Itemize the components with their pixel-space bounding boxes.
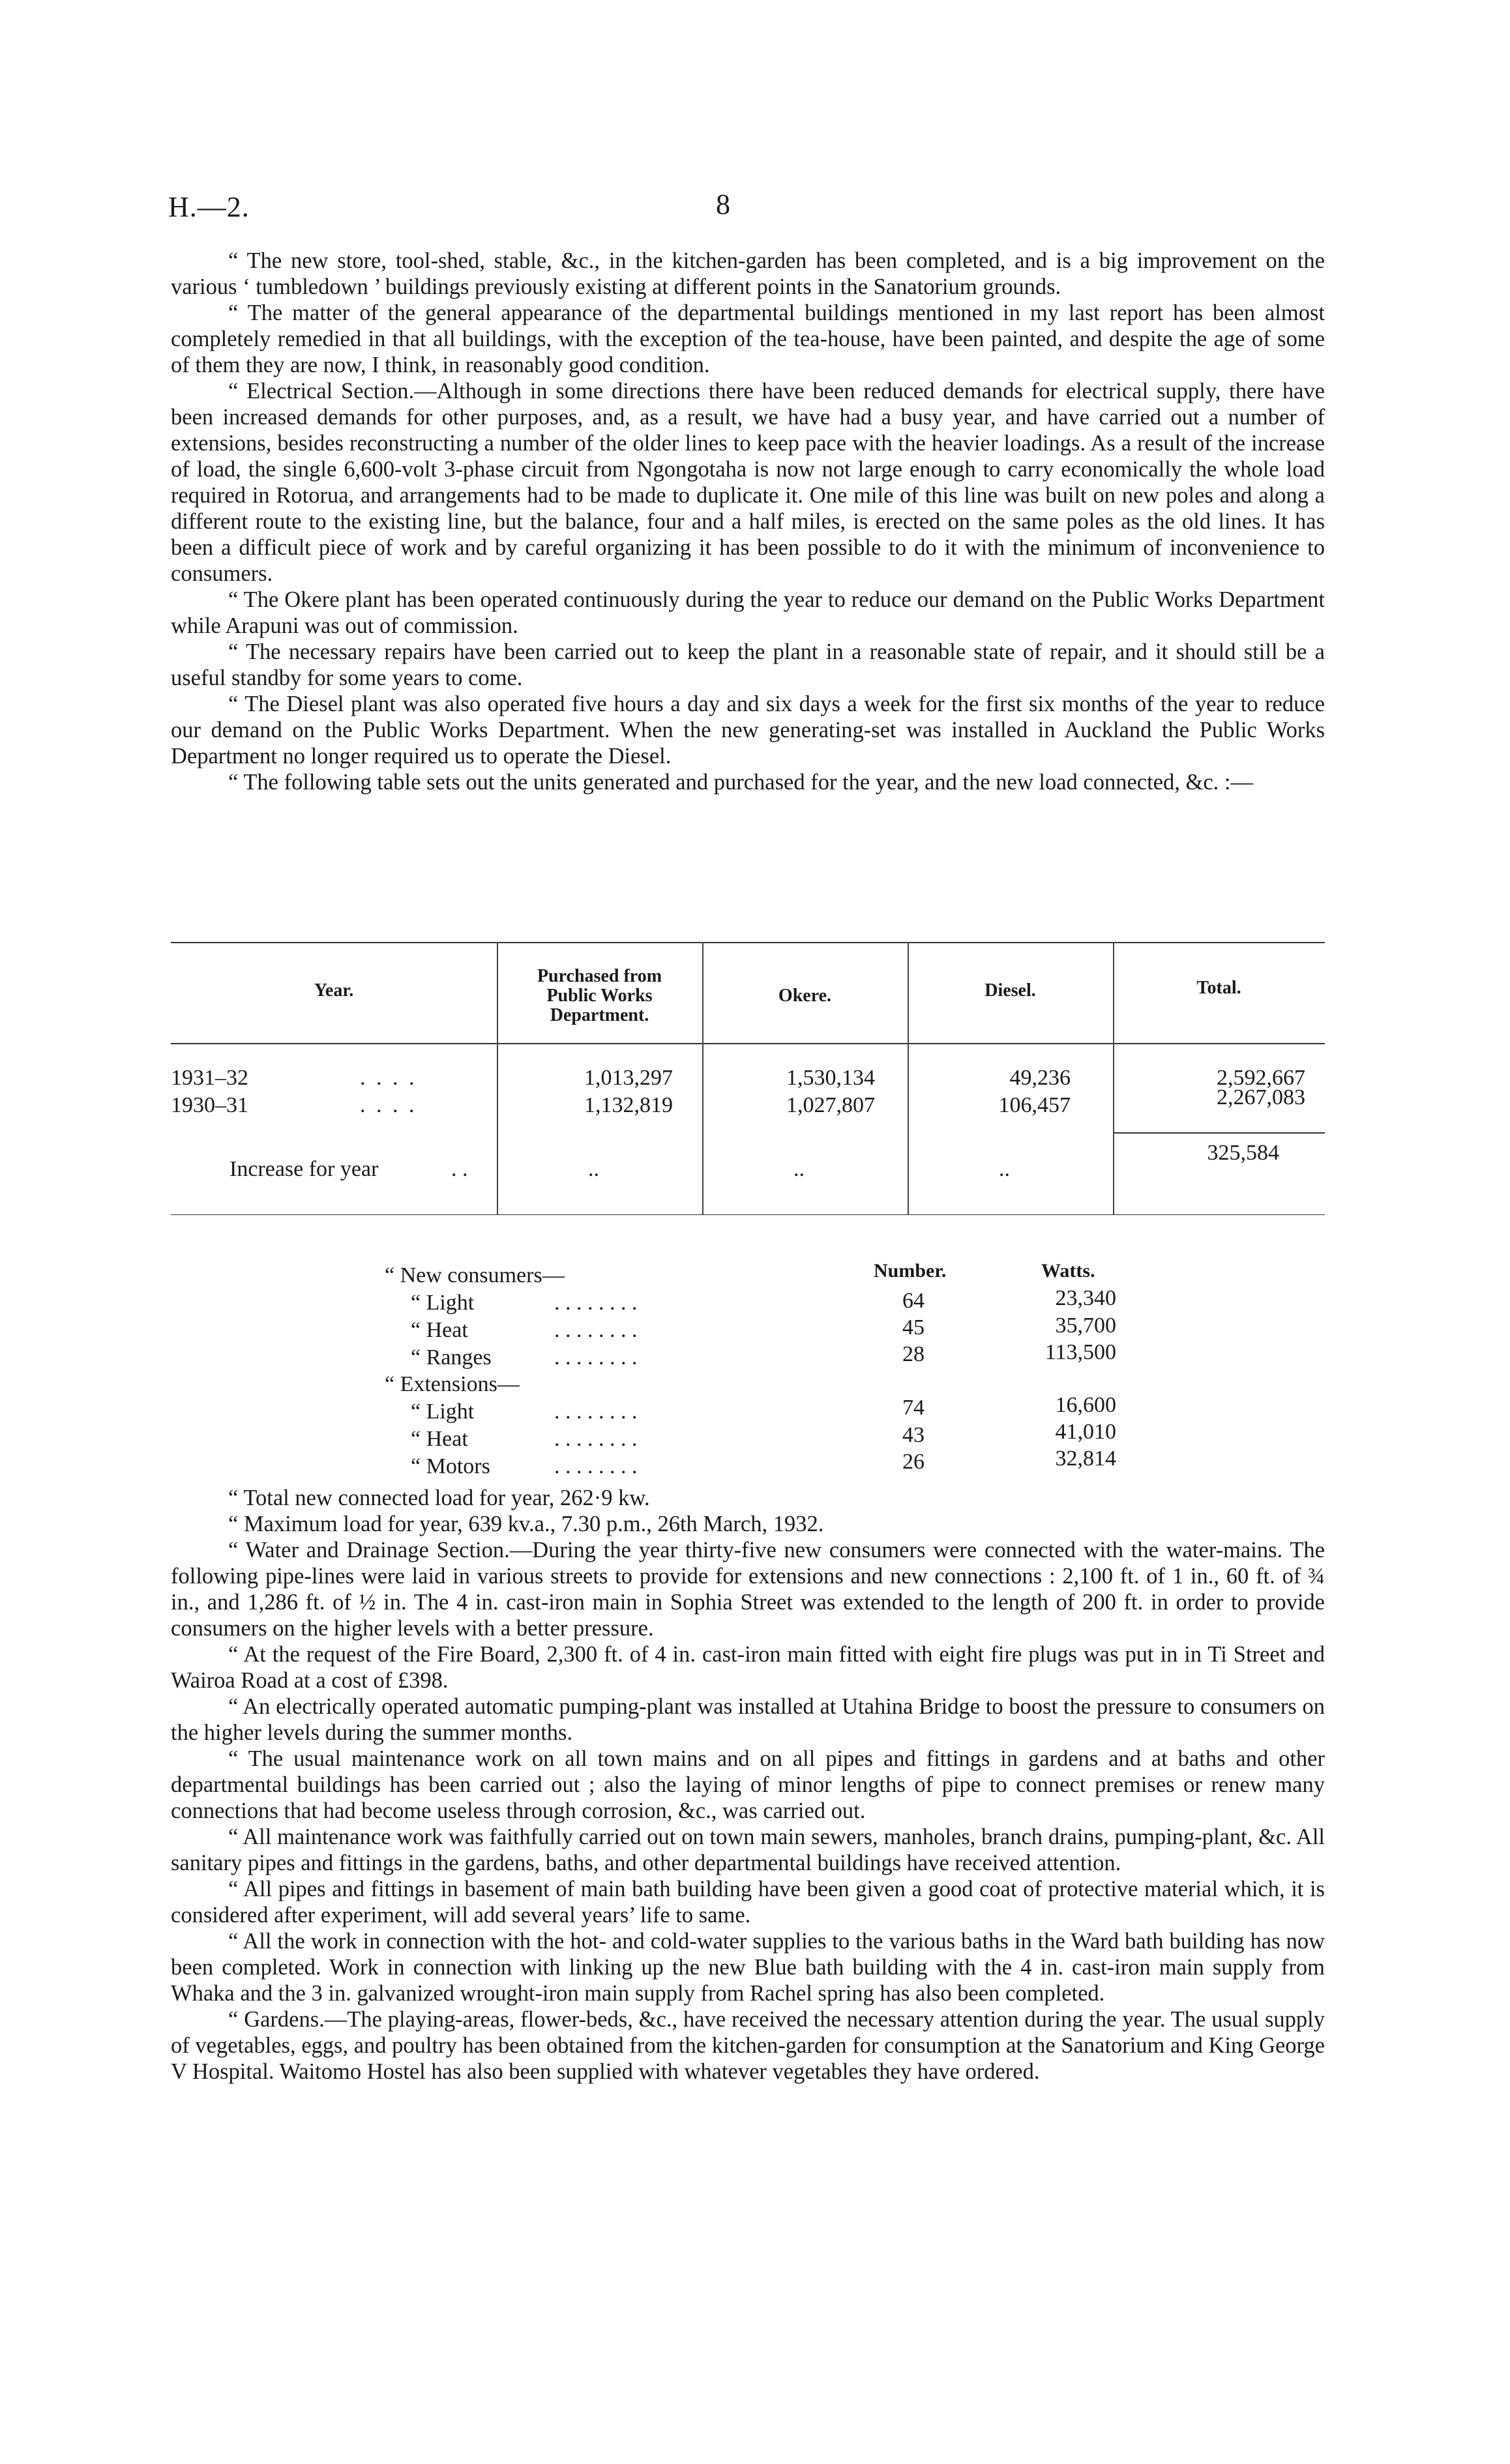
col-header-okere: Okere. [778, 986, 832, 1006]
cell-year: 1930–31 [171, 1093, 248, 1117]
item-watts: 16,600 [1055, 1393, 1116, 1417]
col-header-total: Total. [1196, 978, 1241, 998]
cell-okere: 1,027,807 [786, 1093, 875, 1117]
leader-dots: . . . . . . . . [554, 1291, 638, 1315]
item-label: “ Ranges [411, 1345, 492, 1370]
leader-dots: . . . . . . . . [554, 1318, 638, 1342]
paragraph: “ Maximum load for year, 639 kv.a., 7.30 p.m., 26th March, 1932. [228, 1512, 824, 1536]
cell-total: 325,584 [1207, 1141, 1279, 1165]
cell-total: 2,592,667 [1217, 1066, 1305, 1090]
leader-dots: . . [451, 1157, 468, 1181]
col-header-watts: Watts. [1041, 1260, 1095, 1282]
body-text-top [171, 248, 1325, 795]
leader-dots: . . . . . . . . [554, 1427, 638, 1451]
leader-dots: . . . . . . . . [554, 1454, 638, 1478]
item-watts: 23,340 [1055, 1286, 1116, 1310]
paragraph: “ The necessary repairs have been carried out to keep the plant in a reasonable state of repair, and it should still be a useful standby for some years to come. [171, 639, 1325, 690]
table-rule-bottom [171, 1214, 1325, 1215]
item-number: 74 [902, 1396, 925, 1420]
document-reference: H.—2. [168, 191, 250, 223]
cell-year: 1931–32 [171, 1066, 248, 1090]
cell-diesel: 49,236 [1009, 1066, 1071, 1090]
paragraph: “ The new store, tool-shed, stable, &c., in the kitchen-garden has been completed, and is a big improvement on the various ‘ tumbledown ’ buildings previously existing at different points in the Sanatorium grounds. [171, 248, 1325, 299]
cell-total: 2,267,083 [1217, 1085, 1305, 1109]
leader-dots: . . . . [360, 1066, 417, 1090]
item-label: “ Heat [411, 1318, 468, 1342]
cell-diesel: .. [999, 1157, 1010, 1181]
item-watts: 113,500 [1044, 1340, 1116, 1364]
item-watts: 35,700 [1055, 1313, 1116, 1338]
page-number: 8 [716, 188, 730, 220]
paragraph: “ The Diesel plant was also operated five hours a day and six days a week for the first six months of the year to reduce our demand on the Public Works Department. When the new generating-set was installed in Auckland the Public Works Department no longer required us to operate the Diesel. [171, 692, 1325, 769]
col-header-line: Department. [550, 1005, 649, 1025]
cell-okere: .. [793, 1157, 805, 1181]
group-heading-extensions: “ Extensions— [385, 1372, 520, 1396]
paragraph: “ The Okere plant has been operated continuously during the year to reduce our demand on the Public Works Department while Arapuni was out of commission. [171, 587, 1325, 638]
cell-purchased: .. [588, 1157, 599, 1181]
col-header-line: Purchased from [537, 966, 662, 986]
leader-dots: . . . . . . . . [554, 1345, 638, 1370]
item-label: “ Light [411, 1291, 475, 1315]
paragraph: “ Total new connected load for year, 262·9 kw. [228, 1486, 650, 1510]
item-watts: 32,814 [1055, 1446, 1116, 1471]
item-label: “ Light [411, 1400, 475, 1424]
cell-diesel: 106,457 [998, 1093, 1071, 1117]
cell-purchased: 1,013,297 [584, 1066, 673, 1090]
table-rule-header [171, 1043, 1325, 1044]
paragraph: “ Electrical Section.—Although in some directions there have been reduced demands for electrical supply, there have been increased demands for other purposes, and, as a result, we have had a busy year, and have carried out a number of extensions, besides reconstructing a number of the older lines to keep pace with the heavier loadings. As a result of the increase of load, the single 6,600-volt 3-phase circuit from Ngongotaha is now not large enough to carry economically the whole load required in Rotorua, and arrangements had to be made to duplicate it. One mile of this line was built on new poles and along a different route to the existing line, but the balance, four and a half miles, is erected on the same poles as the old lines. It has been a difficult piece of work and by careful organizing it has been possible to do it with the minimum of inconvenience to consumers. [171, 379, 1325, 586]
paragraph: “ The following table sets out the units generated and purchased for the year, and the new load connected, &c. :— [228, 770, 1253, 795]
cell-okere: 1,530,134 [786, 1066, 875, 1090]
col-header-number: Number. [874, 1260, 947, 1282]
cell-increase-label: Increase for year [229, 1157, 379, 1181]
item-label: “ Motors [411, 1454, 490, 1478]
item-watts: 41,010 [1055, 1420, 1116, 1444]
paragraph: “ An electrically operated automatic pumping-plant was installed at Utahina Bridge to boost the pressure to consumers on the higher levels during the summer months. [171, 1694, 1325, 1745]
item-number: 28 [902, 1342, 925, 1366]
cell-purchased: 1,132,819 [584, 1093, 673, 1117]
paragraph: “ All maintenance work was faithfully carried out on town main sewers, manholes, branch drains, pumping-plant, &c. All sanitary pipes and fittings in the gardens, baths, and other departmental buildings have received attention. [171, 1825, 1325, 1875]
paragraph: “ Gardens.—The playing-areas, flower-beds, &c., have received the necessary attention during the year. The usual supply of vegetables, eggs, and poultry has been obtained from the kitchen-garden for consumption at the Sanatorium and King George V Hospital. Waitomo Hostel has also been supplied with whatever vegetables they have ordered. [171, 2007, 1325, 2084]
group-heading-new: “ New consumers— [385, 1263, 565, 1287]
paragraph: “ At the request of the Fire Board, 2,300 ft. of 4 in. cast-iron main fitted with eight fire plugs was put in in Ti Street and Wairoa Road at a cost of £398. [171, 1642, 1325, 1693]
item-number: 64 [902, 1289, 925, 1313]
body-text-bottom [171, 1485, 1325, 2085]
col-header-diesel: Diesel. [984, 980, 1036, 1001]
paragraph: “ All pipes and fittings in basement of main bath building have been given a good coat of protective material which, it is considered after experiment, will add several years’ life to same. [171, 1877, 1325, 1928]
leader-dots: . . . . [360, 1093, 417, 1117]
leader-dots: . . . . . . . . [554, 1400, 638, 1424]
col-header-line: Public Works [546, 986, 653, 1006]
paragraph: “ The usual maintenance work on all town mains and on all pipes and fittings in gardens and at baths and other departmental buildings has been carried out ; also the laying of minor lengths of pipe to connect premises or renew many connections that had become useless through corrosion, &c., was carried out. [171, 1746, 1325, 1823]
item-number: 26 [902, 1450, 925, 1474]
paragraph: “ Water and Drainage Section.—During the year thirty-five new consumers were connected with the water-mains. The following pipe-lines were laid in various streets to provide for extensions and new connections : 2,100 ft. of 1 in., 60 ft. of ¾ in., and 1,286 ft. of ½ in. The 4 in. cast-iron main in Sophia Street was extended to the length of 200 ft. in order to provide consumers on the higher levels with a better pressure. [171, 1538, 1325, 1641]
units-table [171, 942, 1325, 1216]
paragraph: “ All the work in connection with the hot- and cold-water supplies to the various baths in the Ward bath building has now been completed. Work in connection with linking up the new Blue bath building with the 4 in. cast-iron main supply from Whaka and the 3 in. galvanized wrought-iron main supply from Rachel spring has also been completed. [171, 1929, 1325, 2006]
col-header-purchased [497, 967, 702, 1025]
item-number: 45 [902, 1315, 925, 1340]
paragraph: “ The matter of the general appearance of the departmental buildings mentioned in my last report has been almost completely remedied in that all buildings, with the exception of the tea-house, have been painted, and despite the age of some of them they are now, I think, in reasonably good condition. [171, 301, 1325, 377]
table-rule-total [1113, 1132, 1325, 1134]
table-rule-top [171, 942, 1325, 943]
item-label: “ Heat [411, 1427, 468, 1451]
consumers-table [0, 1255, 1510, 1476]
col-header-year: Year. [314, 980, 354, 1001]
item-number: 43 [902, 1423, 925, 1447]
